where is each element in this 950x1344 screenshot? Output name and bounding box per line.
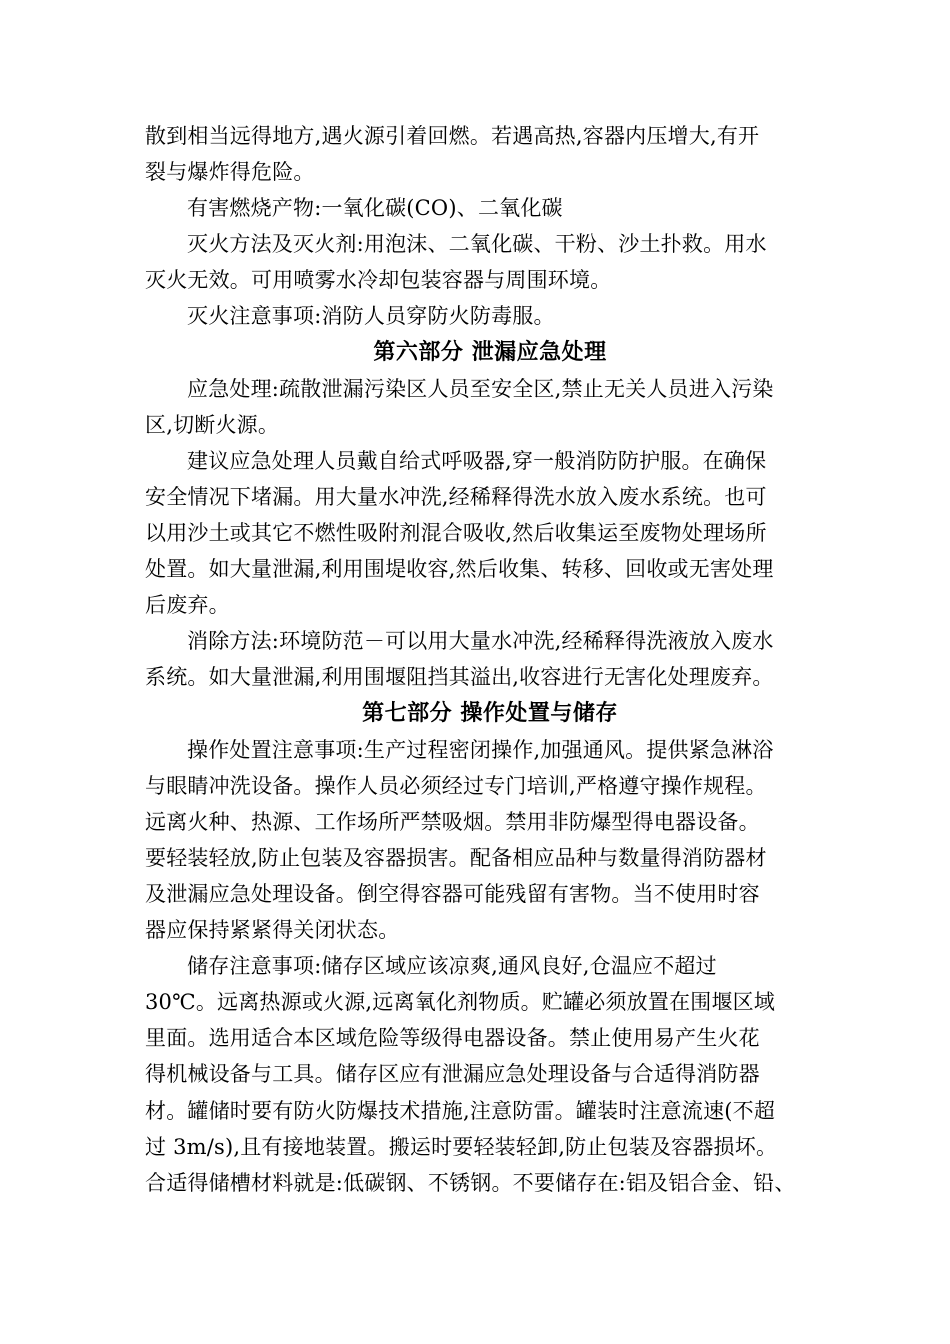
handling-line: 远离火种、热源、工作场所严禁吸烟。禁用非防爆型得电器设备。 <box>145 809 760 834</box>
paragraph-line: 散到相当远得地方,遇火源引着回燃。若遇高热,容器内压增大,有开 <box>145 124 760 148</box>
combustion-products-line: 有害燃烧产物:一氧化碳(CO)、二氧化碳 <box>187 196 563 221</box>
storage-line: 材。罐储时要有防火防爆技术措施,注意防雷。罐装时注意流速(不超 <box>145 1098 776 1123</box>
advice-line: 处置。如大量泄漏,利用围堤收容,然后收集、转移、回收或无害处理 <box>145 557 774 582</box>
handling-line: 与眼睛冲洗设备。操作人员必须经过专门培训,严格遵守操作规程。 <box>145 773 767 798</box>
storage-line: 储存注意事项:储存区域应该凉爽,通风良好,仓温应不超过 <box>187 954 717 979</box>
extinguish-method-line: 灭火无效。可用喷雾水冷却包装容器与周围环境。 <box>145 268 612 293</box>
section-7-heading: 第七部分 操作处置与储存 <box>362 700 618 726</box>
storage-line: 合适得储槽材料就是:低碳钢、不锈钢。不要储存在:铝及铝合金、铅、 <box>145 1170 796 1195</box>
advice-line: 安全情况下堵漏。用大量水冲洗,经稀释得洗水放入废水系统。也可 <box>145 484 767 509</box>
handling-line: 及泄漏应急处理设备。倒空得容器可能残留有害物。当不使用时容 <box>145 881 760 906</box>
advice-line: 建议应急处理人员戴自给式呼吸器,穿一般消防防护服。在确保 <box>187 448 767 473</box>
extinguish-notes-line: 灭火注意事项:消防人员穿防火防毒服。 <box>187 304 555 329</box>
document-body <box>145 118 835 1201</box>
extinguish-method-line: 灭火方法及灭火剂:用泡沫、二氧化碳、干粉、沙土扑救。用水 <box>187 232 767 257</box>
storage-line: 里面。选用适合本区域危险等级得电器设备。禁止使用易产生火花 <box>145 1026 760 1051</box>
handling-line: 操作处置注意事项:生产过程密闭操作,加强通风。提供紧急淋浴 <box>187 737 774 762</box>
section-6-heading: 第六部分 泄漏应急处理 <box>373 339 607 365</box>
handling-line: 器应保持紧紧得关闭状态。 <box>145 918 400 943</box>
storage-line: 得机械设备与工具。储存区应有泄漏应急处理设备与合适得消防器 <box>145 1062 760 1087</box>
handling-line: 要轻装轻放,防止包装及容器损害。配备相应品种与数量得消防器材 <box>145 845 767 870</box>
storage-line: 30℃。远离热源或火源,远离氧化剂物质。贮罐必须放置在围堰区域 <box>145 990 776 1015</box>
advice-line: 以用沙土或其它不燃性吸附剂混合吸收,然后收集运至废物处理场所 <box>145 521 767 546</box>
emergency-line: 区,切断火源。 <box>145 412 280 437</box>
removal-line: 消除方法:环境防范－可以用大量水冲洗,经稀释得洗液放入废水 <box>187 629 774 654</box>
emergency-line: 应急处理:疏散泄漏污染区人员至安全区,禁止无关人员进入污染 <box>187 376 774 401</box>
storage-line: 过 3m/s),且有接地装置。搬运时要轻装轻卸,防止包装及容器损坏。 <box>145 1134 778 1159</box>
paragraph-line: 裂与爆炸得危险。 <box>145 160 315 185</box>
removal-line: 系统。如大量泄漏,利用围堰阻挡其溢出,收容进行无害化处理废弃。 <box>145 665 774 690</box>
advice-line: 后废弃。 <box>145 593 230 618</box>
